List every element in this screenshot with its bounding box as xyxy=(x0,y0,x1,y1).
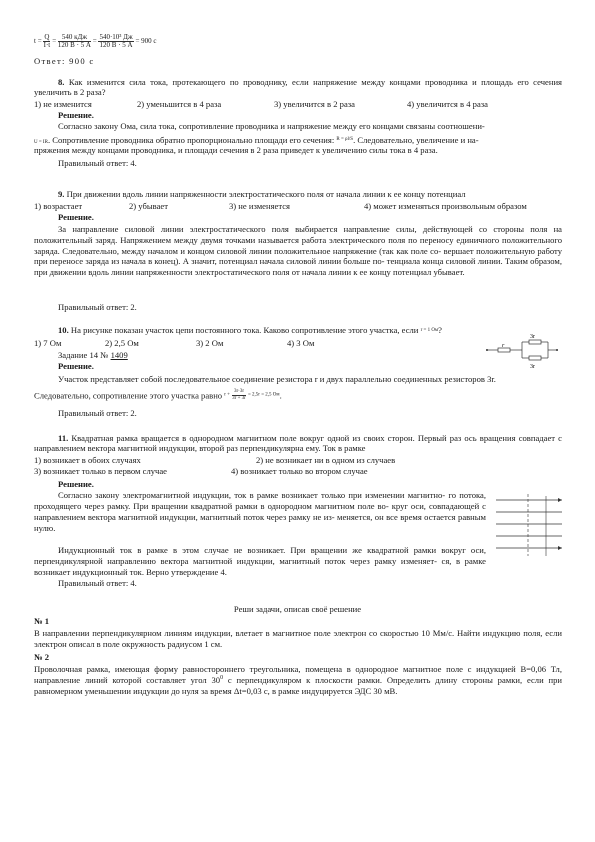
task1-text: В направлении перпендикулярном линиям индукции, влетает в магнитное поле электрон со скоростью 10 Мм/с. Найти индукцию поля, если электрон описал в поле окружность радиусом 1 см. xyxy=(34,628,562,649)
task-link-1409[interactable]: 1409 xyxy=(110,350,128,360)
formula-result: = 900 с xyxy=(135,37,157,45)
circuit-label-top: 3r xyxy=(530,334,535,340)
q9-solution: За направление силовой линии электростатического поля выбирается направление силы, действующей со стороны поля на положительный заряд. Напряжением между двумя точками называется работа электрического поля по переносу единичного положительного заряда. Следовательно, между началом и концом силовой линии положительное напряжение (так как поле со- вершает положительную работу при переносе заряда из начала в конец). А значит, потенциал начала силовой линии больше по- тенциала конца силовой линии. Таким образом, при движении вдоль линии напряженности электростатического поля от начала линии к ее концу потенциал убывает. xyxy=(34,224,562,278)
q8-option-4: 4) увеличится в 4 раза xyxy=(407,99,488,109)
q10-answer: Правильный ответ: 2. xyxy=(58,408,137,418)
task2-label: № 2 xyxy=(34,652,50,662)
resistor-3r-bottom xyxy=(529,356,541,360)
q10-solution-label: Решение. xyxy=(58,361,94,371)
q9-solution-label: Решение. xyxy=(58,212,94,222)
formula-frac2: 540 кДж 120 В · 5 А xyxy=(57,33,91,49)
q11-options xyxy=(34,455,454,477)
q9-text: 9. При движении вдоль линии напряженности электростатического поля от начала линии к ее концу потенциал xyxy=(58,189,466,199)
q10-option-4: 4) 3 Ом xyxy=(287,338,315,348)
q11-option-3: 3) возникает только в первом случае xyxy=(34,466,167,476)
magnetic-field-figure xyxy=(494,494,564,560)
q10-task-ref: Задание 14 № 1409 xyxy=(58,350,128,360)
q10-text: 10. На рисунке показан участок цепи постоянного тока. Каково сопротивление этого участка, если $^{r = 1 Ом}$? xyxy=(58,325,442,335)
q10-solution-p2: Следовательно, сопротивление этого участка равно r + $\frac{3r\cdot 3r}{3r + 3r}$ = 2,5r = 2,5 Ом. xyxy=(34,389,282,401)
q9-options xyxy=(34,201,562,211)
circuit-label-bottom: 3r xyxy=(530,364,535,370)
q11-solution-label: Решение. xyxy=(58,479,94,489)
q10-option-1: 1) 7 Ом xyxy=(34,338,62,348)
q8-formula-b: R = ρl/S xyxy=(336,137,354,142)
task1-label: № 1 xyxy=(34,616,50,626)
resistor-3r-top xyxy=(529,340,541,344)
q8-solution-p1: Согласно закону Ома, сила тока, сопротивление проводника и напряжение между его концами связаны соотношени- xyxy=(58,121,485,131)
task2-text: Проволочная рамка, имеющая форму равностороннего треугольника, помещена в однородное магнитное поле с индукцией В=0,06 Тл, направление линий которой составляет угол $30^0$ с перпендикуляром к плоскости рамки. Определить длину стороны рамки, если при равномерном уменьшении индукции до нуля за время Δt=0,03 с, в рамке индуцируется ЭДС 30 мВ. xyxy=(34,664,562,696)
q10-option-3: 3) 2 Ом xyxy=(196,338,224,348)
tasks-header: Реши задачи, описав своё решение xyxy=(233,604,362,614)
formula-frac1: $\frac{Q}{I\cdot t}$ xyxy=(43,33,51,49)
q10-formula-rhs: = 2,5r = 2,5 Ом xyxy=(247,392,280,398)
top-formula: t = $\frac{Q}{I\cdot t}$ = 540 кДж 120 В · 5 А = 540·10³ Дж 120 В · 5 А = 900 с xyxy=(34,33,157,49)
q11-option-1: 1) возникает в обоих случаях xyxy=(34,455,141,465)
q9-answer: Правильный ответ: 2. xyxy=(58,302,137,312)
q10-text-formula: r = 1 Ом xyxy=(420,328,439,333)
q9-option-4: 4) может изменяться произвольным образом xyxy=(364,201,527,211)
q8-solution-p2: U = IR. Сопротивление проводника обратно пропорционально площади его сечения: $^{R = \rho l/S}$. Следовательно, увеличение и на- xyxy=(34,135,479,145)
q10-option-2: 2) 2,5 Ом xyxy=(105,338,139,348)
q11-option-2: 2) не возникает ни в одном из случаев xyxy=(256,455,396,465)
q9-option-3: 3) не изменяется xyxy=(229,201,290,211)
q8-formula-a: U = IR xyxy=(34,140,48,145)
q8-option-1: 1) не изменится xyxy=(34,99,92,109)
circuit-label-r: r xyxy=(502,343,505,349)
formula-frac3: 540·10³ Дж 120 В · 5 А xyxy=(99,33,133,49)
circuit-diagram xyxy=(484,330,560,370)
q11-solution-p1: Согласно закону электромагнитной индукции, ток в рамке возникает только при изменении магнитно- го потока, проходящего через рамку. При вращении квадратной рамки в однородном магнитном поле во- круг оси, совпадающей с направлением вектора магнитной индукции, магнитный поток через рамку не из- меняется, он все время остается равным нулю. xyxy=(34,490,486,533)
q11-answer: Правильный ответ: 4. xyxy=(58,578,137,588)
q9-option-1: 1) возрастает xyxy=(34,201,83,211)
q8-answer: Правильный ответ: 4. xyxy=(58,158,137,168)
formula-lhs: t = xyxy=(34,37,42,45)
q10-formula-frac: $\frac{3r\cdot 3r}{3r + 3r}$ xyxy=(232,389,246,401)
q11-option-4: 4) возникает только во втором случае xyxy=(231,466,368,476)
q8-solution-p3: пряжения между концами проводника, и площади сечения в 2 раза приведет к увеличению силы тока в 4 раза. xyxy=(34,145,438,155)
q8-options xyxy=(34,99,562,109)
q10-options xyxy=(34,338,364,348)
q10-formula-lhs: r + xyxy=(224,392,231,398)
q8-option-3: 3) увеличится в 2 раза xyxy=(274,99,355,109)
q8-text: 8. Как изменится сила тока, протекающего по проводнику, если напряжение между концами проводника и площадь его сечения увеличить в 2 раза? xyxy=(34,77,562,97)
q11-solution-p2: Индукционный ток в рамке в этом случае не возникает. При вращении же квадратной рамки вокруг оси, перпендикулярной направлению вектора магнитной индукции, магнитный поток через рамку изменяет- ся, в рамке возникает индукционный ток. Верно утверждение 4. xyxy=(34,545,486,577)
q8-option-2: 2) уменьшится в 4 раза xyxy=(137,99,222,109)
q10-solution-p1: Участок представляет собой последовательное соединение резистора r и двух параллельно соединенных резисторов 3r. xyxy=(58,374,496,384)
q9-option-2: 2) убывает xyxy=(129,201,168,211)
answer-top: Ответ: 900 с xyxy=(34,56,95,66)
q11-text: 11. Квадратная рамка вращается в однородном магнитном поле вокруг одной из своих сторон. Первый раз ось вращения совпадает с направлением вектора магнитной индукции, второй раз перпендикулярна ему. Ток в рамке xyxy=(34,433,562,453)
q8-solution-label: Решение. xyxy=(58,110,94,120)
